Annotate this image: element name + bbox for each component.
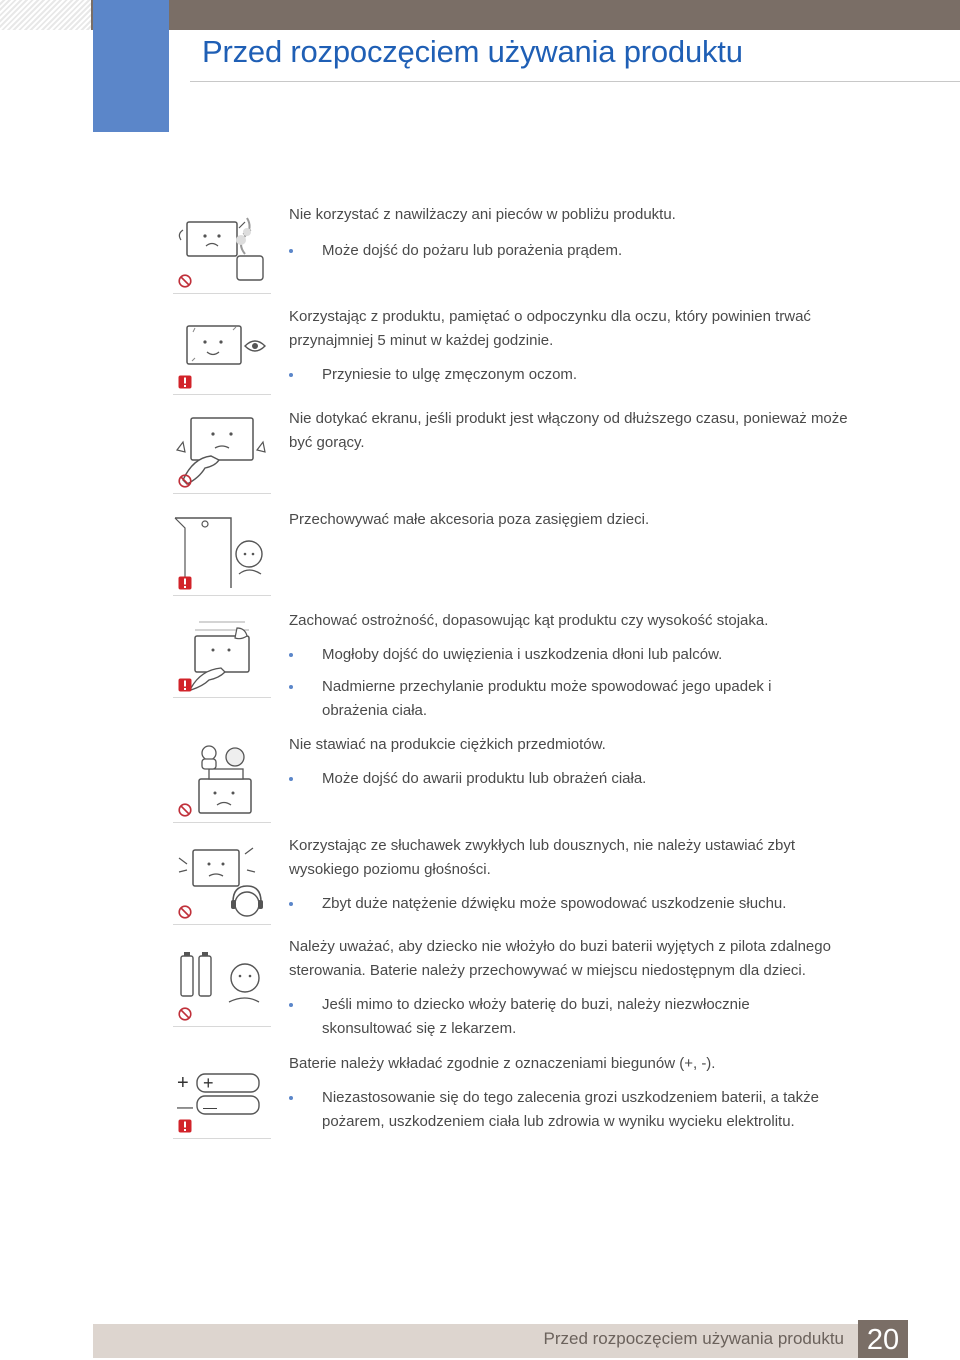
top-hatch-pattern <box>0 0 91 30</box>
bullet-dot <box>289 373 293 377</box>
prohibition-icon <box>178 274 192 288</box>
illustration-headphones <box>173 840 271 925</box>
bullet-text: Mogłoby dojść do uwięzienia i uszkodzenia dłoni lub palców. <box>322 646 723 663</box>
illustration-small-accessories <box>173 512 271 596</box>
bullet-text: Nadmierne przechylanie produktu może spowodować jego upadek i obrażenia ciała. <box>322 678 772 719</box>
prohibition-icon <box>178 474 192 488</box>
bullet-dot <box>289 653 293 657</box>
bullet-dot <box>289 249 293 253</box>
item-text: Przechowywać małe akcesoria poza zasięgiem dzieci. <box>289 511 650 528</box>
bullet-text: Może dojść do awarii produktu lub obrażeń ciała. <box>322 770 647 787</box>
plus-sign: + <box>177 1072 189 1094</box>
item-text: Korzystając z produktu, pamiętać o odpoczynku dla oczu, który powinien trwać przynajmniej 5 minut w każdej godzinie. <box>289 308 811 349</box>
prohibition-icon <box>178 1007 192 1021</box>
item-text: Korzystając ze słuchawek zwykłych lub dousznych, nie należy ustawiać zbyt wysokiego poziomu głośności. <box>289 837 796 878</box>
bullet-dot <box>289 777 293 781</box>
caution-icon <box>178 576 192 590</box>
bullet-dot <box>289 1003 293 1007</box>
minus-sign-inner: — <box>203 1099 217 1115</box>
bullet-text: Niezastosowanie się do tego zalecenia grozi uszkodzeniem baterii, a także pożarem, uszkodzeniem ciała lub zdrowia w wyniku wycieku elektrolitu. <box>322 1089 819 1130</box>
bullet-text: Jeśli mimo to dziecko włoży baterię do buzi, należy niezwłocznie skonsultować się z lekarzem. <box>322 996 750 1037</box>
item-text: Nie dotykać ekranu, jeśli produkt jest włączony od dłuższego czasu, ponieważ może być gorący. <box>289 410 848 451</box>
bullet-text: Może dojść do pożaru lub porażenia prądem. <box>322 242 623 259</box>
caution-icon <box>178 375 192 389</box>
illustration-eye-rest <box>173 308 271 395</box>
illustration-battery-child <box>173 942 271 1027</box>
illustration-angle-adjust <box>173 614 271 698</box>
item-text: Baterie należy wkładać zgodnie z oznaczeniami biegunów (+, -). <box>289 1055 716 1072</box>
page-title: Przed rozpoczęciem używania produktu <box>202 34 743 69</box>
prohibition-icon <box>178 905 192 919</box>
illustration-heavy-objects <box>173 739 271 823</box>
bullet-text: Przyniesie to ulgę zmęczonym oczom. <box>322 366 578 383</box>
bullet-dot <box>289 902 293 906</box>
title-rule <box>190 81 960 82</box>
bullet-text: Zbyt duże natężenie dźwięku może spowodować uszkodzenie słuchu. <box>322 895 787 912</box>
illustration-humidifier <box>173 210 271 294</box>
caution-icon <box>178 1119 192 1133</box>
item-text: Należy uważać, aby dziecko nie włożyło do buzi baterii wyjętych z pilota zdalnego sterowania. Baterie należy przechowywać w miejscu niedostępnym dla dzieci. <box>289 938 831 979</box>
bullet-dot <box>289 685 293 689</box>
footer-section-title: Przed rozpoczęciem używania produktu <box>543 1329 844 1348</box>
prohibition-icon <box>178 803 192 817</box>
caution-icon <box>178 678 192 692</box>
item-text: Nie stawiać na produkcie ciężkich przedmiotów. <box>289 736 606 753</box>
page-number: 20 <box>858 1320 908 1358</box>
chapter-tab <box>93 0 169 132</box>
bullet-dot <box>289 1096 293 1100</box>
item-text: Nie korzystać z nawilżaczy ani pieców w pobliżu produktu. <box>289 206 676 223</box>
plus-sign-inner: + <box>203 1073 214 1093</box>
item-text: Zachować ostrożność, dopasowując kąt produktu czy wysokość stojaka. <box>289 612 769 629</box>
illustration-battery-polarity <box>173 1058 271 1139</box>
minus-sign: — <box>177 1099 193 1116</box>
illustration-hot-screen <box>173 410 271 494</box>
